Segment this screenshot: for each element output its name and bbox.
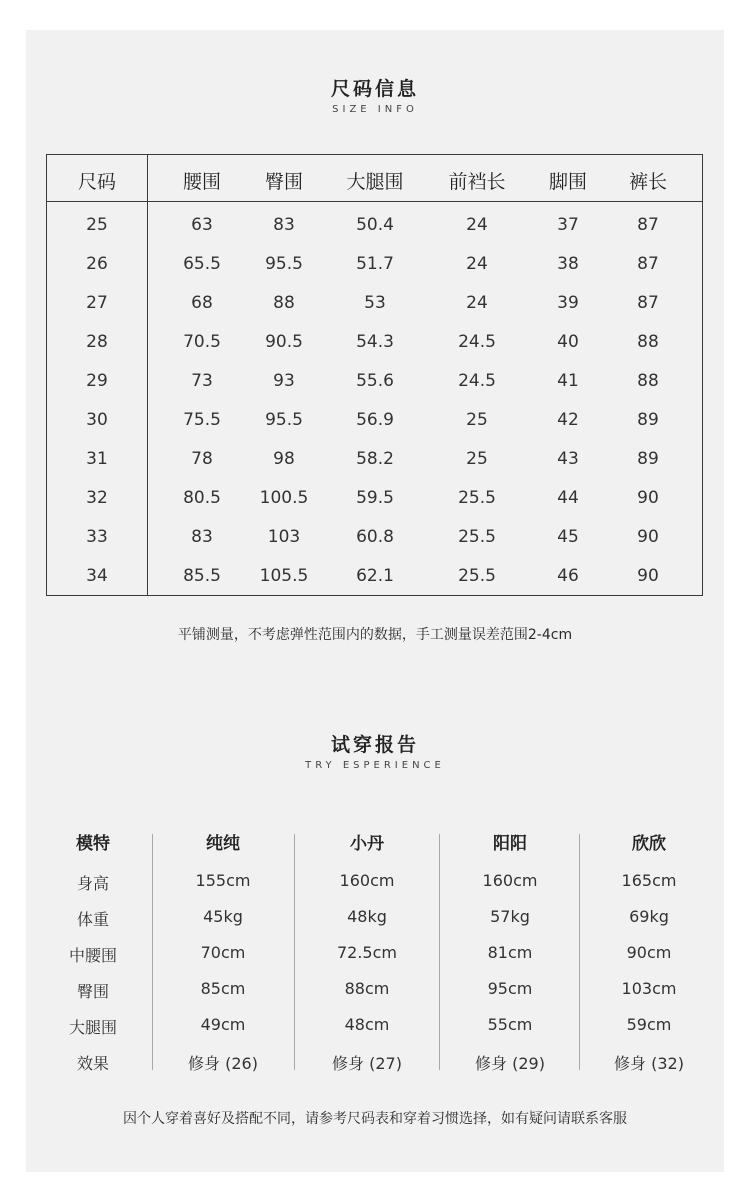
size-header-2: 臀围 xyxy=(264,171,303,193)
trial-report-subtitle: TRY ESPERIENCE xyxy=(305,760,445,771)
size-cell: 31 xyxy=(86,449,108,469)
trial-model-name: 阳阳 xyxy=(493,834,527,854)
size-cell: 38 xyxy=(557,254,579,274)
size-cell: 83 xyxy=(273,215,295,235)
size-cell: 62.1 xyxy=(356,566,394,586)
size-cell: 90 xyxy=(637,566,659,586)
trial-cell: 160cm xyxy=(482,871,538,890)
trial-column-divider xyxy=(439,834,440,1070)
size-row xyxy=(47,488,702,510)
trial-cell: 103cm xyxy=(621,979,677,998)
trial-note: 因个人穿着喜好及搭配不同，请参考尺码表和穿着习惯选择，如有疑问请联系客服 xyxy=(123,1111,627,1127)
size-cell: 89 xyxy=(637,410,659,430)
size-cell: 58.2 xyxy=(356,449,394,469)
size-cell: 39 xyxy=(557,293,579,313)
size-cell: 90.5 xyxy=(265,332,303,352)
trial-cell: 81cm xyxy=(487,943,533,962)
size-cell: 100.5 xyxy=(259,488,309,508)
size-cell: 75.5 xyxy=(183,410,221,430)
trial-cell: 90cm xyxy=(626,943,672,962)
trial-cell: 69kg xyxy=(629,907,669,926)
trial-report-title: 试穿报告 xyxy=(330,734,419,756)
size-cell: 24 xyxy=(466,215,488,235)
trial-model-name: 纯纯 xyxy=(206,834,240,854)
size-cell: 88 xyxy=(637,332,659,352)
size-table-header xyxy=(47,155,702,202)
size-row xyxy=(47,293,702,315)
size-cell: 27 xyxy=(86,293,108,313)
size-cell: 33 xyxy=(86,527,108,547)
size-info-subtitle: SIZE INFO xyxy=(332,104,418,115)
trial-row-label: 臀围 xyxy=(76,982,109,1001)
size-cell: 90 xyxy=(637,527,659,547)
size-cell: 54.3 xyxy=(356,332,394,352)
size-cell: 85.5 xyxy=(183,566,221,586)
size-cell: 43 xyxy=(557,449,579,469)
size-header-4: 前裆长 xyxy=(448,171,506,193)
trial-cell: 72.5cm xyxy=(336,943,397,962)
trial-cell: 88cm xyxy=(344,979,390,998)
trial-header-label: 模特 xyxy=(76,834,110,854)
size-cell: 32 xyxy=(86,488,108,508)
size-cell: 60.8 xyxy=(356,527,394,547)
size-cell: 25 xyxy=(86,215,108,235)
size-cell: 45 xyxy=(557,527,579,547)
size-cell: 28 xyxy=(86,332,108,352)
size-cell: 63 xyxy=(191,215,213,235)
measurement-note: 平铺测量，不考虑弹性范围内的数据，手工测量误差范围2-4cm xyxy=(177,627,573,643)
trial-cell: 修身 (26) xyxy=(188,1054,258,1073)
trial-cell: 49cm xyxy=(200,1015,246,1034)
size-cell: 93 xyxy=(273,371,295,391)
size-cell: 46 xyxy=(557,566,579,586)
size-cell: 26 xyxy=(86,254,108,274)
size-cell: 42 xyxy=(557,410,579,430)
size-cell: 68 xyxy=(191,293,213,313)
size-cell: 83 xyxy=(191,527,213,547)
trial-cell: 59cm xyxy=(626,1015,672,1034)
size-table xyxy=(46,154,703,596)
trial-cell: 160cm xyxy=(339,871,395,890)
trial-cell: 155cm xyxy=(195,871,251,890)
trial-cell: 70cm xyxy=(200,943,246,962)
size-cell: 55.6 xyxy=(356,371,394,391)
trial-cell: 45kg xyxy=(203,907,243,926)
trial-cell: 48kg xyxy=(347,907,387,926)
trial-row-label: 大腿围 xyxy=(68,1018,117,1037)
trial-row-label: 体重 xyxy=(76,910,109,929)
size-cell: 37 xyxy=(557,215,579,235)
size-row xyxy=(47,527,702,549)
size-cell: 95.5 xyxy=(265,254,303,274)
size-header-0: 尺码 xyxy=(77,171,116,193)
trial-model-name: 欣欣 xyxy=(632,834,666,854)
size-cell: 95.5 xyxy=(265,410,303,430)
size-cell: 88 xyxy=(273,293,295,313)
size-cell: 25.5 xyxy=(458,527,496,547)
size-cell: 25 xyxy=(466,449,488,469)
size-cell: 40 xyxy=(557,332,579,352)
size-row xyxy=(47,371,702,393)
size-row xyxy=(47,215,702,237)
size-cell: 30 xyxy=(86,410,108,430)
size-cell: 73 xyxy=(191,371,213,391)
trial-cell: 57kg xyxy=(490,907,530,926)
size-row xyxy=(47,254,702,276)
size-cell: 24 xyxy=(466,254,488,274)
trial-cell: 85cm xyxy=(200,979,246,998)
trial-row-label: 身高 xyxy=(76,874,109,893)
size-cell: 103 xyxy=(267,527,301,547)
trial-model-name: 小丹 xyxy=(350,834,384,854)
size-cell: 29 xyxy=(86,371,108,391)
size-cell: 98 xyxy=(273,449,295,469)
size-info-title: 尺码信息 xyxy=(330,78,419,100)
size-row xyxy=(47,566,702,588)
trial-row-label: 效果 xyxy=(76,1054,109,1073)
size-cell: 90 xyxy=(637,488,659,508)
size-cell: 25.5 xyxy=(458,488,496,508)
size-header-1: 腰围 xyxy=(182,171,221,193)
size-row xyxy=(47,332,702,354)
size-cell: 24.5 xyxy=(458,371,496,391)
size-cell: 80.5 xyxy=(183,488,221,508)
size-cell: 87 xyxy=(637,293,659,313)
size-cell: 87 xyxy=(637,215,659,235)
size-cell: 25.5 xyxy=(458,566,496,586)
size-cell: 24.5 xyxy=(458,332,496,352)
trial-cell: 95cm xyxy=(487,979,533,998)
size-cell: 50.4 xyxy=(356,215,394,235)
size-cell: 65.5 xyxy=(183,254,221,274)
size-header-3: 大腿围 xyxy=(346,171,404,193)
size-cell: 105.5 xyxy=(259,566,309,586)
trial-column-divider xyxy=(294,834,295,1070)
size-cell: 59.5 xyxy=(356,488,394,508)
size-cell: 34 xyxy=(86,566,108,586)
trial-column-divider xyxy=(152,834,153,1070)
size-cell: 24 xyxy=(466,293,488,313)
size-cell: 78 xyxy=(191,449,213,469)
size-cell: 51.7 xyxy=(356,254,394,274)
size-cell: 56.9 xyxy=(356,410,394,430)
size-cell: 44 xyxy=(557,488,579,508)
trial-cell: 55cm xyxy=(487,1015,533,1034)
size-row xyxy=(47,410,702,432)
size-cell: 88 xyxy=(637,371,659,391)
size-cell: 25 xyxy=(466,410,488,430)
trial-cell: 修身 (27) xyxy=(332,1054,402,1073)
size-header-5: 脚围 xyxy=(548,171,587,193)
size-cell: 41 xyxy=(557,371,579,391)
size-cell: 89 xyxy=(637,449,659,469)
trial-cell: 修身 (32) xyxy=(614,1054,684,1073)
trial-row-label: 中腰围 xyxy=(68,946,117,965)
size-cell: 87 xyxy=(637,254,659,274)
size-cell: 70.5 xyxy=(183,332,221,352)
trial-cell: 修身 (29) xyxy=(475,1054,545,1073)
content-panel xyxy=(26,30,724,1172)
size-row xyxy=(47,449,702,471)
size-header-6: 裤长 xyxy=(628,171,667,193)
trial-cell: 165cm xyxy=(621,871,677,890)
trial-column-divider xyxy=(579,834,580,1070)
trial-cell: 48cm xyxy=(344,1015,390,1034)
size-cell: 53 xyxy=(364,293,386,313)
